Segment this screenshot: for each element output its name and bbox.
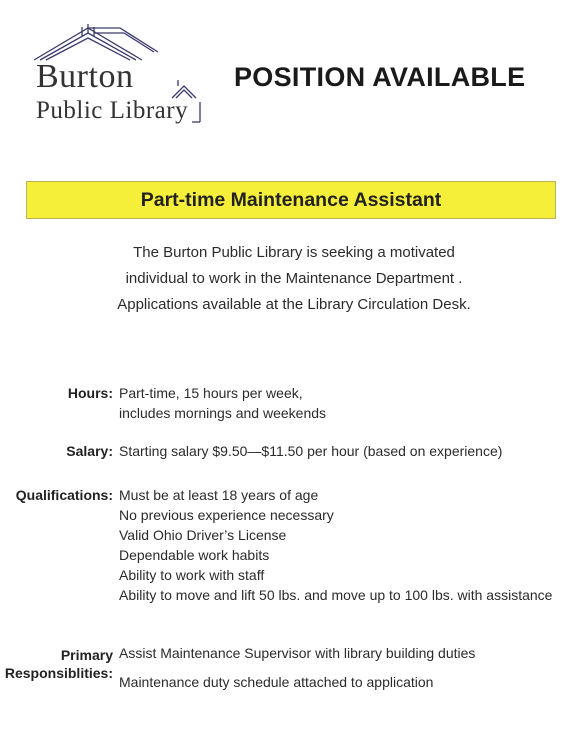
- responsibility-item: Assist Maintenance Supervisor with library building duties: [119, 645, 476, 661]
- page-title: POSITION AVAILABLE: [234, 62, 526, 92]
- qualification-item: Ability to move and lift 50 lbs. and move up to 100 lbs. with assistance: [119, 587, 553, 603]
- salary-label: Salary:: [66, 443, 113, 459]
- intro-line: Applications available at the Library Circulation Desk.: [117, 296, 471, 313]
- position-title: Part-time Maintenance Assistant: [140, 188, 442, 211]
- hours-line: Part-time, 15 hours per week,: [119, 385, 303, 401]
- library-logo: [28, 24, 208, 134]
- intro-paragraph: [0, 240, 588, 318]
- qualification-item: Valid Ohio Driver’s License: [119, 527, 287, 543]
- hours-line: includes mornings and weekends: [119, 405, 327, 421]
- qualifications-label: Qualifications:: [15, 487, 113, 503]
- logo-text-burton: Burton: [36, 58, 134, 95]
- responsibility-item: Maintenance duty schedule attached to application: [119, 674, 434, 690]
- position-title-banner: [26, 181, 556, 219]
- responsibilities-label-line1: Primary: [60, 647, 113, 663]
- logo-text-public-library: Public Library: [36, 97, 189, 124]
- qualification-item: Ability to work with staff: [119, 567, 265, 583]
- hours-label: Hours:: [67, 385, 113, 401]
- qualification-item: Dependable work habits: [119, 547, 270, 563]
- salary-line: Starting salary $9.50—$11.50 per hour (based on experience): [119, 443, 503, 459]
- responsibilities-label-line2: Responsiblities:: [4, 665, 113, 681]
- qualifications-list: [119, 485, 552, 605]
- intro-line: individual to work in the Maintenance Department .: [125, 270, 463, 287]
- qualification-item: No previous experience necessary: [119, 507, 334, 523]
- salary-value: [119, 441, 502, 461]
- qualification-item: Must be at least 18 years of age: [119, 487, 319, 503]
- hours-value: [119, 383, 326, 423]
- intro-line: The Burton Public Library is seeking a motivated: [133, 244, 455, 261]
